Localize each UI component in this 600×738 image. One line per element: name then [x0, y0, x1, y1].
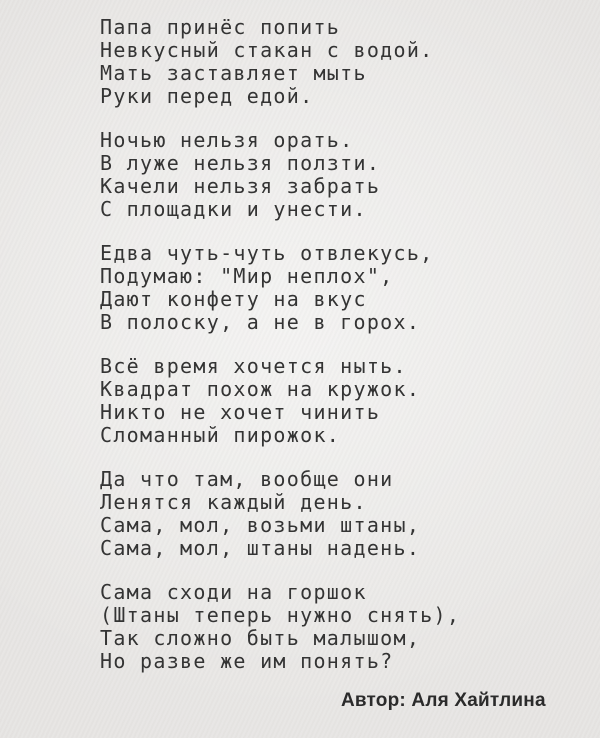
poem-line: Квадрат похож на кружок. — [100, 377, 421, 401]
stanza-5 — [100, 468, 460, 560]
poem-line: Так сложно быть малышом, — [100, 626, 421, 650]
poem-line: Сломанный пирожок. — [100, 423, 341, 447]
poem-line: Невкусный стакан с водой. — [100, 38, 434, 62]
poem-line: Папа принёс попить — [100, 15, 341, 39]
stanza-1 — [100, 16, 460, 108]
poem-line: Качели нельзя забрать — [100, 174, 381, 198]
poem-line: Никто не хочет чинить — [100, 400, 381, 424]
poem — [100, 16, 460, 694]
poem-line: Всё время хочется ныть. — [100, 354, 407, 378]
poem-line: Да что там, вообще они — [100, 467, 394, 491]
stanza-6 — [100, 581, 460, 673]
poem-line: Подумаю: "Мир неплох", — [100, 264, 394, 288]
poem-line: Сама, мол, возьми штаны, — [100, 513, 421, 537]
poem-line: С площадки и унести. — [100, 197, 367, 221]
stanza-2 — [100, 129, 460, 221]
poem-line: Ночью нельзя орать. — [100, 128, 354, 152]
poem-line: Сама сходи на горшок — [100, 580, 367, 604]
stanza-3 — [100, 242, 460, 334]
poem-line: Но разве же им понять? — [100, 649, 394, 673]
poem-line: В полоску, а не в горох. — [100, 310, 421, 334]
poem-line: Сама, мол, штаны надень. — [100, 536, 421, 560]
poem-line: (Штаны теперь нужно снять), — [100, 603, 461, 627]
poem-line: Ленятся каждый день. — [100, 490, 367, 514]
poem-line: Мать заставляет мыть — [100, 61, 367, 85]
author-credit: Автор: Аля Хайтлина — [341, 690, 546, 711]
poem-line: В луже нельзя ползти. — [100, 151, 381, 175]
poem-line: Руки перед едой. — [100, 84, 314, 108]
stanza-4 — [100, 355, 460, 447]
poem-line: Дают конфету на вкус — [100, 287, 367, 311]
poem-line: Едва чуть-чуть отвлекусь, — [100, 241, 434, 265]
